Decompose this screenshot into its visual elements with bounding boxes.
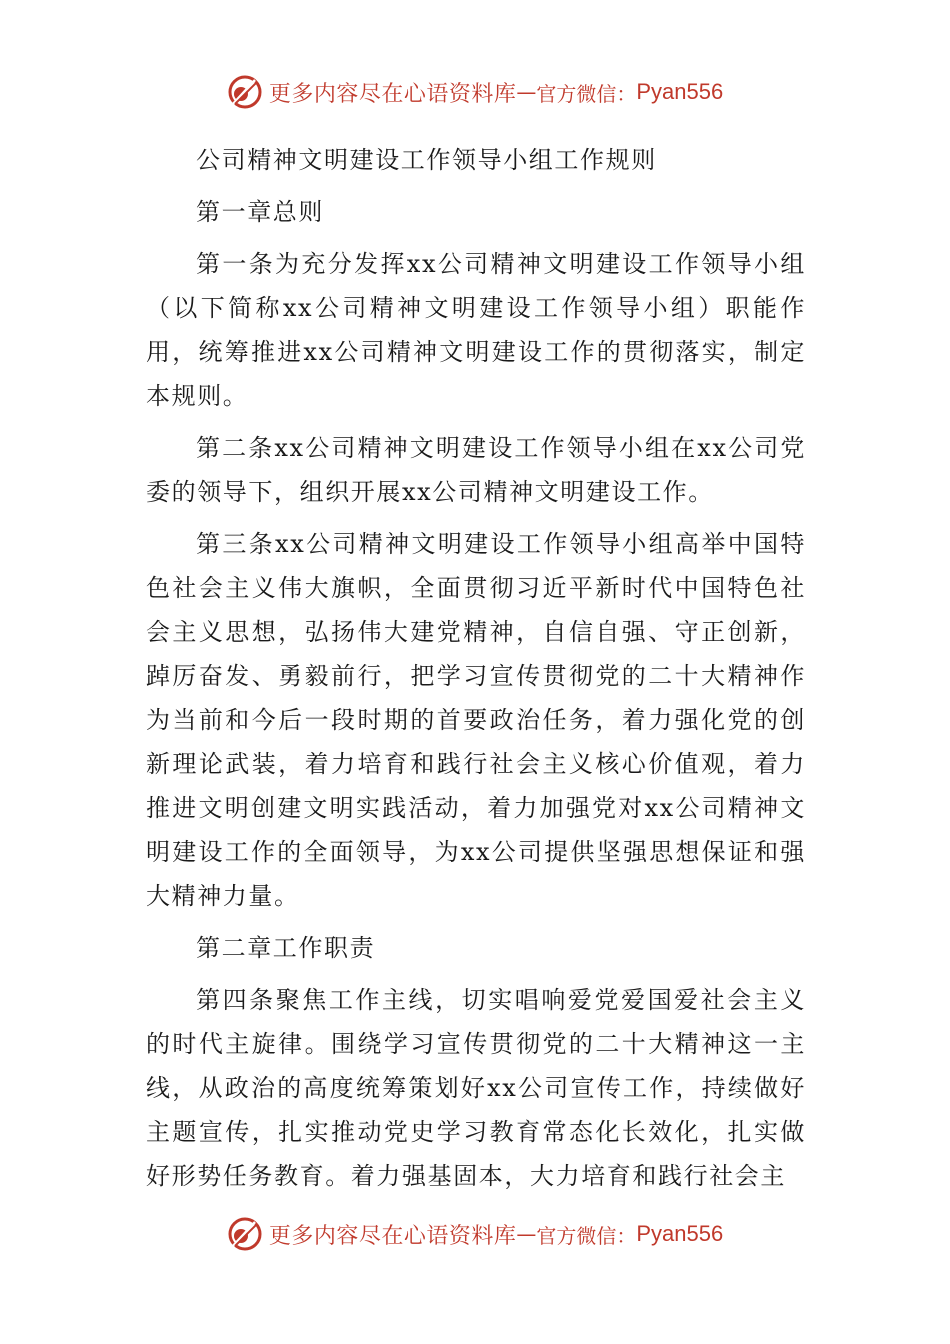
chapter-heading-2: 第二章工作职责 <box>196 934 376 962</box>
banner-text: 更多内容尽在心语资料库 <box>268 1223 517 1249</box>
banner-text: 更多内容尽在心语资料库 <box>268 81 517 107</box>
document-body <box>146 138 806 1206</box>
article-1: 第一条为充分发挥xx公司精神文明建设工作领导小组（以下简称xx公司精神文明建设工作领导小组）职能作用，统筹推进xx公司精神文明建设工作的贯彻落实，制定本规则。 <box>146 250 806 410</box>
chapter-heading-1: 第一章总则 <box>196 198 324 226</box>
pen-circle-logo-icon <box>227 74 263 110</box>
document-title: 公司精神文明建设工作领导小组工作规则 <box>196 146 657 174</box>
banner-separator: — <box>516 1222 537 1246</box>
wechat-id: Pyan556 <box>636 79 724 104</box>
wechat-id: Pyan556 <box>636 1221 724 1246</box>
banner-separator: — <box>516 80 537 104</box>
article-2: 第二条xx公司精神文明建设工作领导小组在xx公司党委的领导下，组织开展xx公司精神文明建设工作。 <box>146 434 806 506</box>
wechat-label: 官方微信： <box>536 81 637 106</box>
article-3: 第三条xx公司精神文明建设工作领导小组高举中国特色社会主义伟大旗帜，全面贯彻习近平新时代中国特色社会主义思想，弘扬伟大建党精神，自信自强、守正创新，踔厉奋发、勇毅前行，把学习宣传贯彻党的二十大精神作为当前和今后一段时期的首要政治任务，着力强化党的创新理论武装，着力培育和践行社会主义核心价值观，着力推进文明创建文明实践活动，着力加强党对xx公司精神文明建设工作的全面领导，为xx公司提供坚强思想保证和强大精神力量。 <box>146 530 806 910</box>
header-banner <box>0 70 950 114</box>
article-4: 第四条聚焦工作主线，切实唱响爱党爱国爱社会主义的时代主旋律。围绕学习宣传贯彻党的二十大精神这一主线，从政治的高度统筹策划好xx公司宣传工作，持续做好主题宣传，扎实推动党史学习教育常态化长效化，扎实做好形势任务教育。着力强基固本，大力培育和践行社会主 <box>146 986 806 1190</box>
wechat-label: 官方微信： <box>536 1223 637 1248</box>
pen-circle-logo-icon <box>227 1216 263 1252</box>
footer-banner <box>0 1212 950 1256</box>
